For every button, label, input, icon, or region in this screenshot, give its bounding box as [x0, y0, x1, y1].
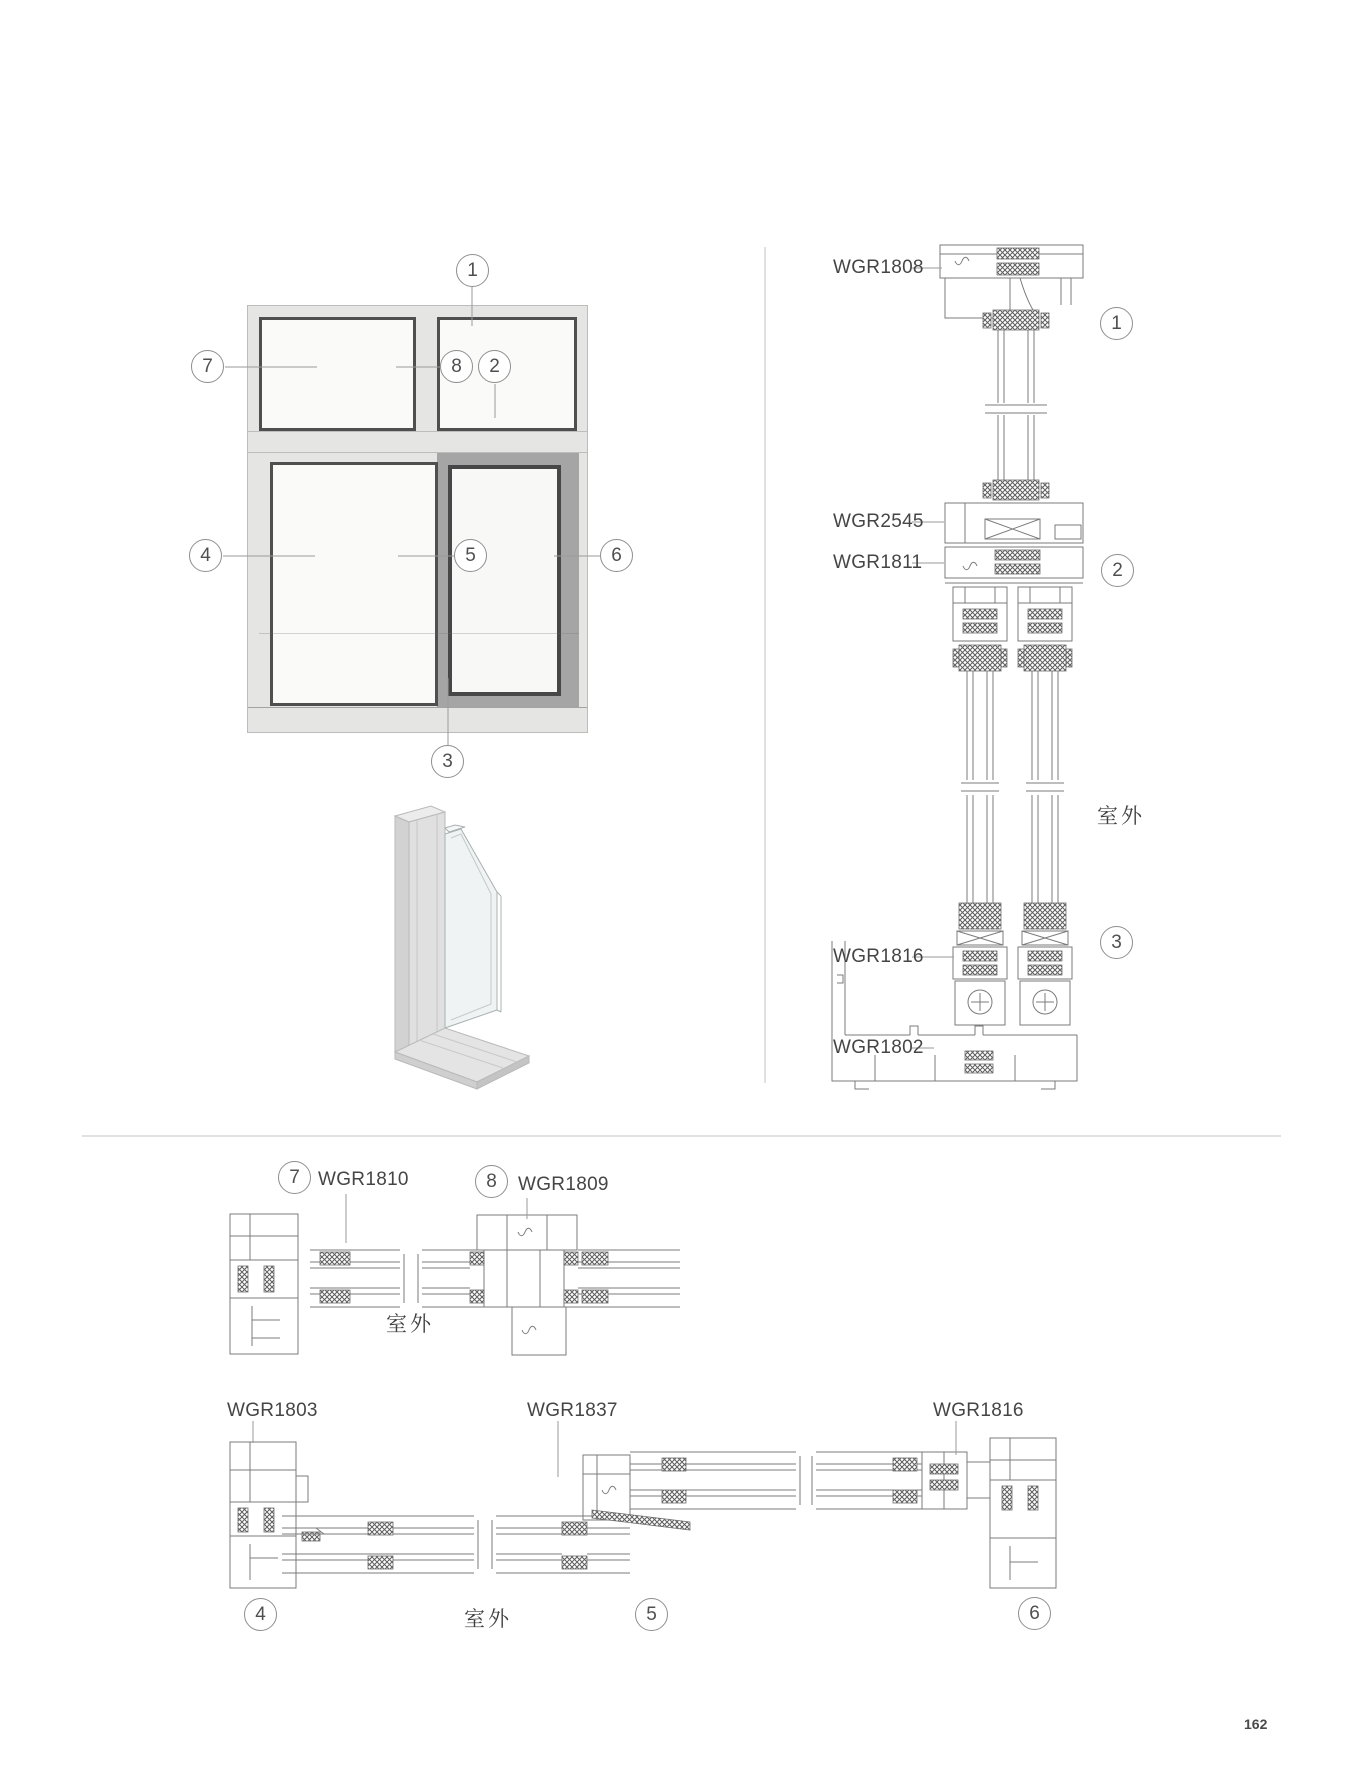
right-sliding-sash	[448, 465, 561, 696]
callout-7: 7	[191, 350, 224, 383]
outdoor-label-bottom: 室外	[464, 1608, 512, 1631]
callout-4: 4	[189, 539, 222, 572]
callout-section-1: 1	[1100, 307, 1133, 340]
label-wgr1811: WGR1811	[833, 552, 923, 573]
callout-8: 8	[440, 350, 473, 383]
callout-section-2: 2	[1101, 554, 1134, 587]
isometric-profile-render	[385, 798, 545, 1090]
sash-section-right	[1018, 587, 1072, 1025]
callout-section-3: 3	[1100, 926, 1133, 959]
label-wgr1810: WGR1810	[318, 1169, 409, 1190]
label-wgr1802: WGR1802	[833, 1037, 924, 1058]
callout-3: 3	[431, 745, 464, 778]
callout-6: 6	[600, 539, 633, 572]
transom-top-line	[248, 431, 587, 432]
label-wgr1837: WGR1837	[527, 1400, 618, 1421]
label-wgr1809: WGR1809	[518, 1174, 609, 1195]
callout-5: 5	[454, 539, 487, 572]
callout-section-6: 6	[1018, 1597, 1051, 1630]
label-wgr2545: WGR2545	[833, 511, 924, 532]
outdoor-label-middle: 室外	[386, 1313, 434, 1336]
callout-2: 2	[478, 350, 511, 383]
callout-section-7: 7	[278, 1161, 311, 1194]
label-wgr1803: WGR1803	[227, 1400, 318, 1421]
sash-section-left	[953, 587, 1007, 1025]
sill-top-line	[248, 707, 587, 708]
callout-section-5: 5	[635, 1598, 668, 1631]
upper-left-fixed-pane	[259, 317, 416, 431]
page-number: 162	[1244, 1716, 1268, 1732]
window-elevation	[247, 305, 588, 733]
sash-seam-line	[259, 633, 579, 634]
label-wgr1808: WGR1808	[833, 257, 924, 278]
bottom-horizontal-section-drawing	[222, 1432, 1062, 1597]
left-sliding-sash	[270, 462, 438, 706]
top-horizontal-section-drawing	[222, 1202, 682, 1362]
label-wgr1816-horizontal: WGR1816	[933, 1400, 1024, 1421]
callout-section-8: 8	[475, 1165, 508, 1198]
label-wgr1816-vertical: WGR1816	[833, 946, 924, 967]
outdoor-label-right: 室外	[1097, 805, 1145, 828]
callout-section-4: 4	[244, 1598, 277, 1631]
callout-1: 1	[456, 254, 489, 287]
